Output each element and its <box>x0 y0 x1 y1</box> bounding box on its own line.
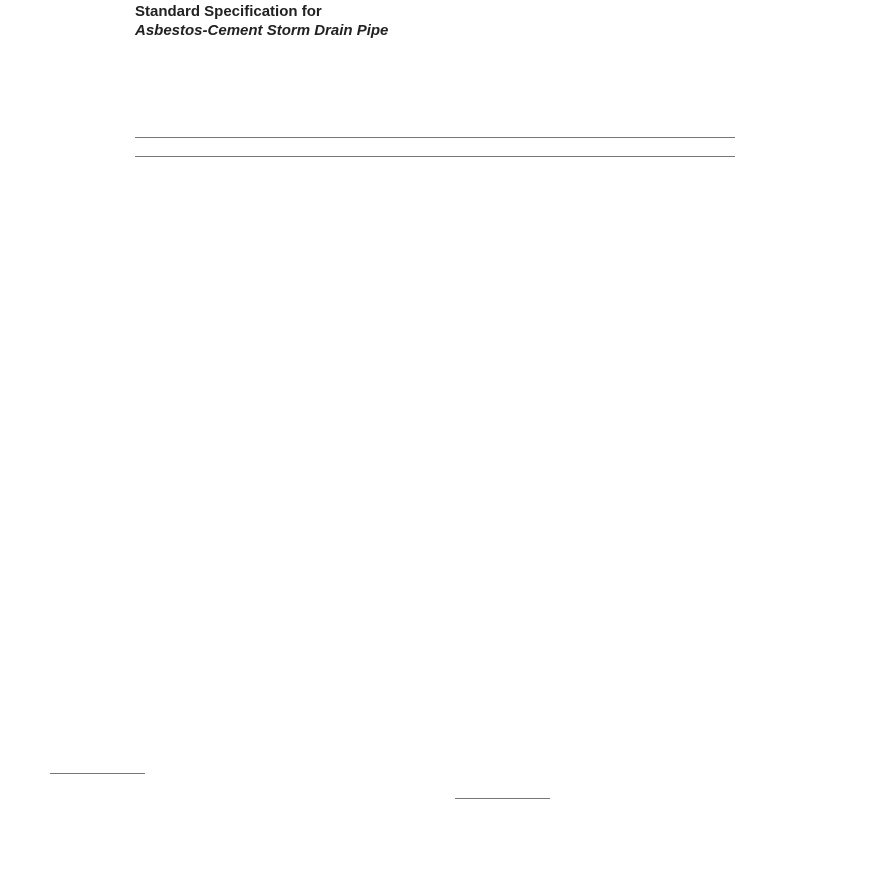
reference-item <box>64 252 420 265</box>
title-line-1: Standard Specification for <box>135 3 322 20</box>
footnote-rule-left <box>50 773 145 774</box>
approval-note <box>135 86 735 94</box>
footnote-rule-right <box>455 798 550 799</box>
footnotes-left <box>50 778 420 785</box>
notice-paragraph <box>135 70 735 78</box>
section-heading-referenced-documents <box>50 235 420 248</box>
footnotes-right <box>455 803 825 810</box>
editorial-notes-box <box>135 137 735 157</box>
section-heading-scope <box>50 200 420 213</box>
paragraph <box>455 252 825 265</box>
standard-designation-notice <box>135 70 735 102</box>
document-title <box>135 2 388 40</box>
right-column <box>455 196 825 270</box>
paragraph <box>50 217 420 230</box>
section-heading-terminology <box>455 200 825 213</box>
section-heading-classification <box>455 235 825 248</box>
title-line-2: Asbestos-Cement Storm Drain Pipe <box>135 22 389 39</box>
paragraph <box>455 217 825 230</box>
left-column <box>50 196 420 266</box>
